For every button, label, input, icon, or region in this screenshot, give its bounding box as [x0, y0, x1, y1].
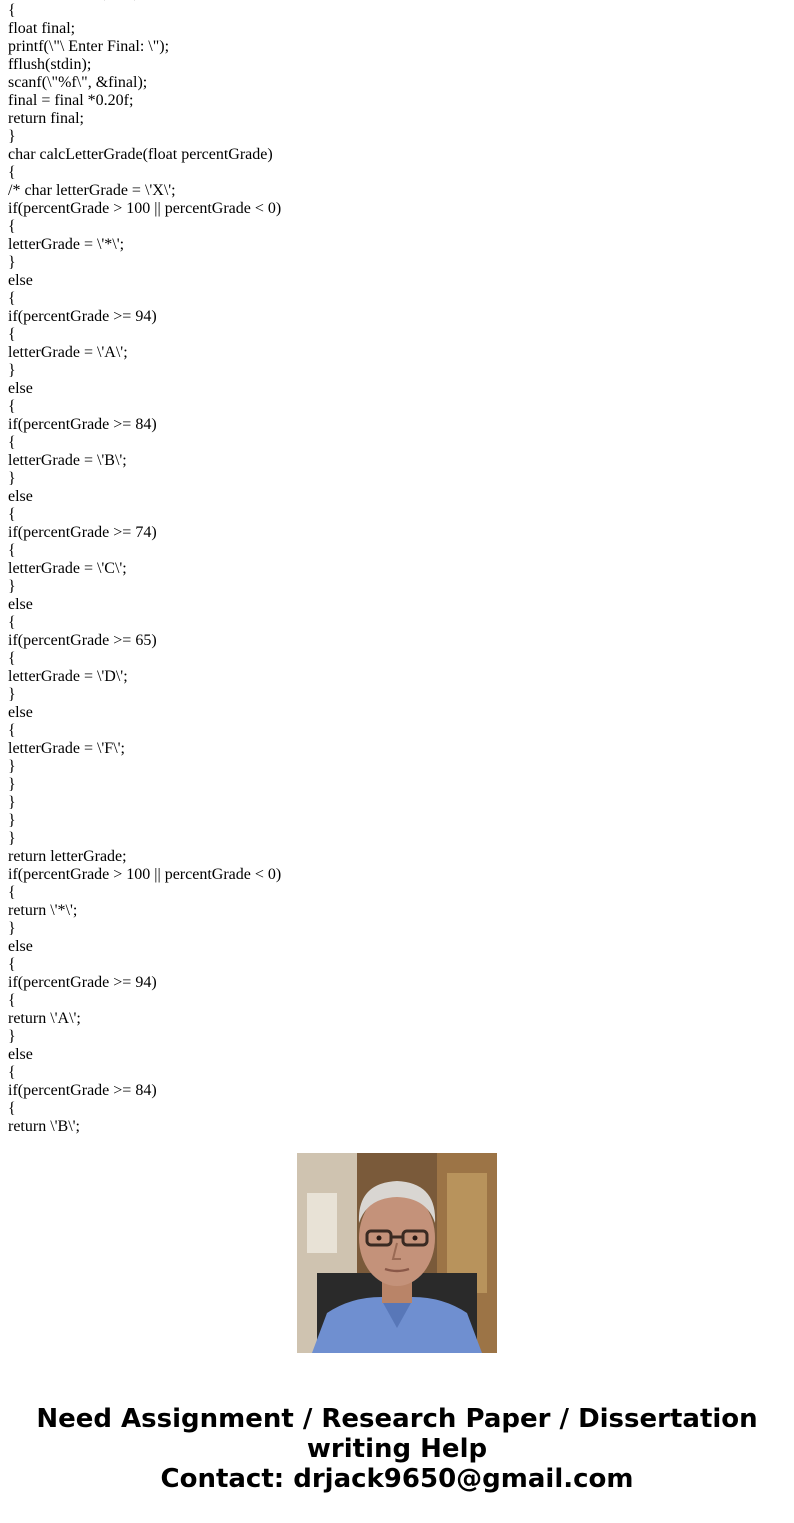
code-line: }: [8, 758, 16, 775]
code-line: return \'A\';: [8, 1010, 81, 1027]
code-line: if(percentGrade >= 84): [8, 416, 157, 433]
code-line: {: [8, 722, 16, 739]
code-line: {: [8, 884, 16, 901]
code-line: {: [8, 164, 16, 181]
code-line: if(percentGrade >= 94): [8, 308, 157, 325]
code-line: }: [8, 830, 16, 847]
code-line: {: [8, 1100, 16, 1117]
code-line: final = final *0.20f;: [8, 92, 134, 109]
code-line: if(percentGrade >= 65): [8, 632, 157, 649]
code-line: {: [8, 542, 16, 559]
code-line: fflush(stdin);: [8, 56, 92, 73]
code-line: }: [8, 776, 16, 793]
promo-line-1: Need Assignment / Research Paper / Dissertation: [36, 1404, 758, 1434]
code-line: }: [8, 686, 16, 703]
code-line: }: [8, 812, 16, 829]
code-line: float final;: [8, 20, 76, 37]
code-line: {: [8, 614, 16, 631]
code-line: return final;: [8, 110, 84, 127]
code-line: {: [8, 1064, 16, 1081]
code-line: letterGrade = \'C\';: [8, 560, 127, 577]
code-line: letterGrade = \'A\';: [8, 344, 128, 361]
code-line: else: [8, 938, 33, 955]
code-line: }: [8, 578, 16, 595]
code-line: }: [8, 794, 16, 811]
code-line: }: [8, 920, 16, 937]
code-line: if(percentGrade > 100 || percentGrade < 0): [8, 866, 282, 883]
code-line: }: [8, 254, 16, 271]
promo-banner: [0, 1404, 794, 1494]
code-line: else: [8, 704, 33, 721]
code-line: return letterGrade;: [8, 848, 127, 865]
code-line: }: [8, 470, 16, 487]
code-line: letterGrade = \'*\';: [8, 236, 125, 253]
promo-contact: Contact: drjack9650@gmail.com: [160, 1464, 634, 1494]
code-line: if(percentGrade >= 84): [8, 1082, 157, 1099]
code-line: char calcLetterGrade(float percentGrade): [8, 146, 273, 163]
code-line: scanf(\"%f\", &final);: [8, 74, 148, 91]
code-line: {: [8, 326, 16, 343]
code-line: return \'*\';: [8, 902, 78, 919]
code-line: /* char letterGrade = \'X\';: [8, 182, 176, 199]
promo-line-2: writing Help: [306, 1434, 488, 1464]
code-line: else: [8, 272, 33, 289]
code-line: }: [8, 362, 16, 379]
code-line: else: [8, 596, 33, 613]
code-line: else: [8, 1046, 33, 1063]
code-line: {: [8, 506, 16, 523]
code-line: letterGrade = \'B\';: [8, 452, 127, 469]
code-line: {: [8, 956, 16, 973]
person-portrait-icon: [297, 1153, 497, 1353]
code-line: }: [8, 1028, 16, 1045]
code-line: else: [8, 488, 33, 505]
code-line: {: [8, 290, 16, 307]
code-line: {: [8, 398, 16, 415]
code-line: return \'B\';: [8, 1118, 80, 1135]
avatar: [297, 1153, 497, 1353]
code-line: }: [8, 128, 16, 145]
code-listing: [8, 0, 281, 1136]
code-line: {: [8, 218, 16, 235]
code-line: if(percentGrade > 100 || percentGrade < 0): [8, 200, 282, 217]
code-line: printf(\"\ Enter Final: \");: [8, 38, 170, 55]
code-line: {: [8, 2, 16, 19]
code-line: letterGrade = \'F\';: [8, 740, 125, 757]
code-line: {: [8, 650, 16, 667]
code-line: {: [8, 434, 16, 451]
code-line: if(percentGrade >= 94): [8, 974, 157, 991]
code-line: {: [8, 992, 16, 1009]
code-line: if(percentGrade >= 74): [8, 524, 157, 541]
code-line: letterGrade = \'D\';: [8, 668, 128, 685]
code-line: else: [8, 380, 33, 397]
